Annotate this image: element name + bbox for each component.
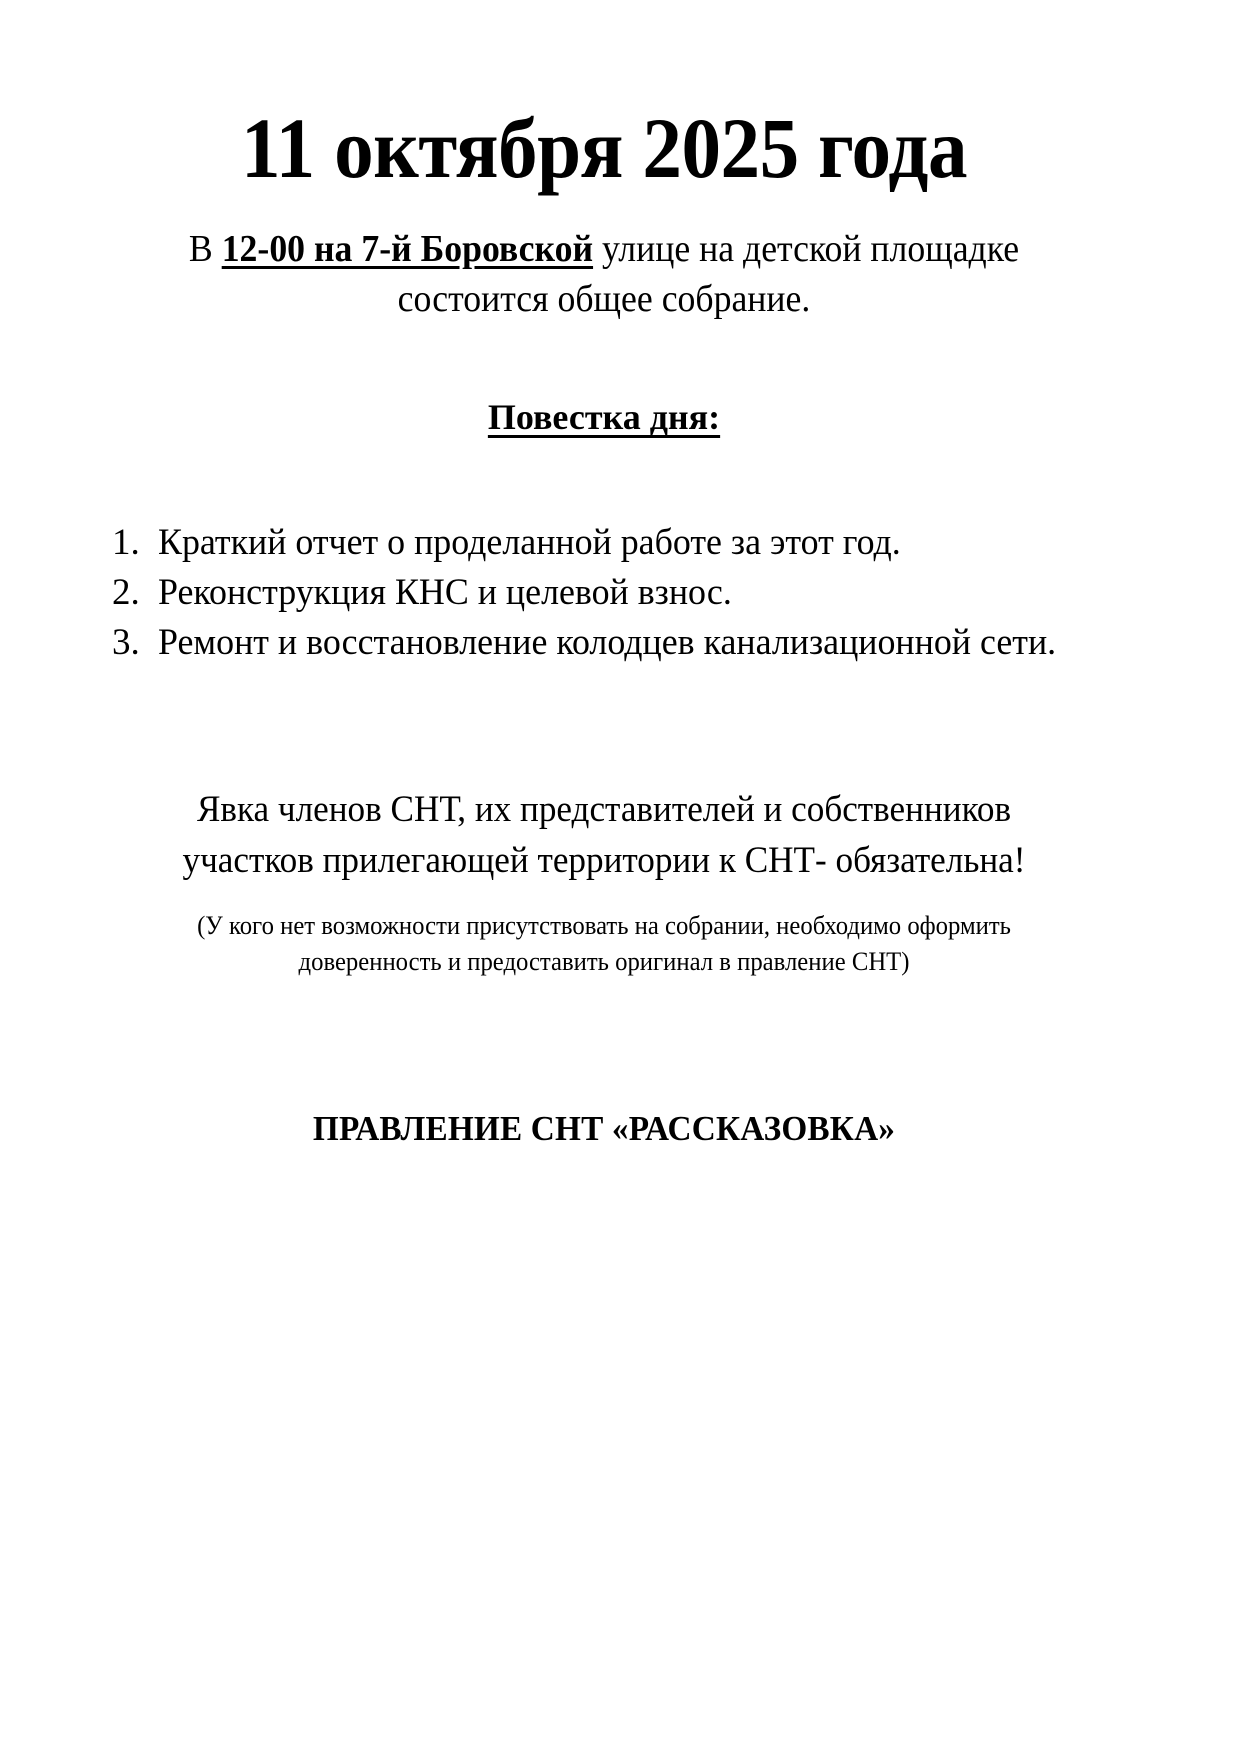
document-body — [104, 0, 1104, 1149]
agenda-heading: Повестка дня: — [487, 397, 721, 438]
list-item-label: Краткий отчет о проделанной работе за этот год. — [158, 521, 901, 563]
intro-text-before: В — [188, 228, 222, 271]
attendance-notice: Явка членов СНТ, их представителей и собственников участков прилегающей территории к СНТ- обязательна! — [182, 789, 1026, 881]
proxy-instructions-note: (У кого нет возможности присутствовать на собрании, необходимо оформить доверенность и предоставить оригинал в правление СНТ) — [197, 911, 1011, 977]
list-item-number: 2. — [112, 571, 140, 613]
list-item-number: 1. — [112, 521, 140, 563]
page-title: 11 октября 2025 года — [240, 100, 968, 196]
agenda-list — [104, 440, 1104, 668]
list-item-label: Ремонт и восстановление колодцев канализационной сети. — [158, 621, 1057, 663]
list-item — [104, 568, 1104, 618]
meeting-time-place-emphasis: 12-00 на 7-й Боровской — [221, 228, 594, 271]
list-item-number: 3. — [112, 621, 140, 663]
meeting-details-paragraph — [134, 194, 1074, 324]
list-item — [104, 618, 1104, 668]
signature-board-name: ПРАВЛЕНИЕ СНТ «РАССКАЗОВКА» — [312, 1108, 896, 1148]
list-item — [104, 518, 1104, 568]
list-item-label: Реконструкция КНС и целевой взнос. — [158, 571, 732, 613]
intro-text-after: улице на детской площадке состоится общее собрание. — [397, 228, 1020, 321]
